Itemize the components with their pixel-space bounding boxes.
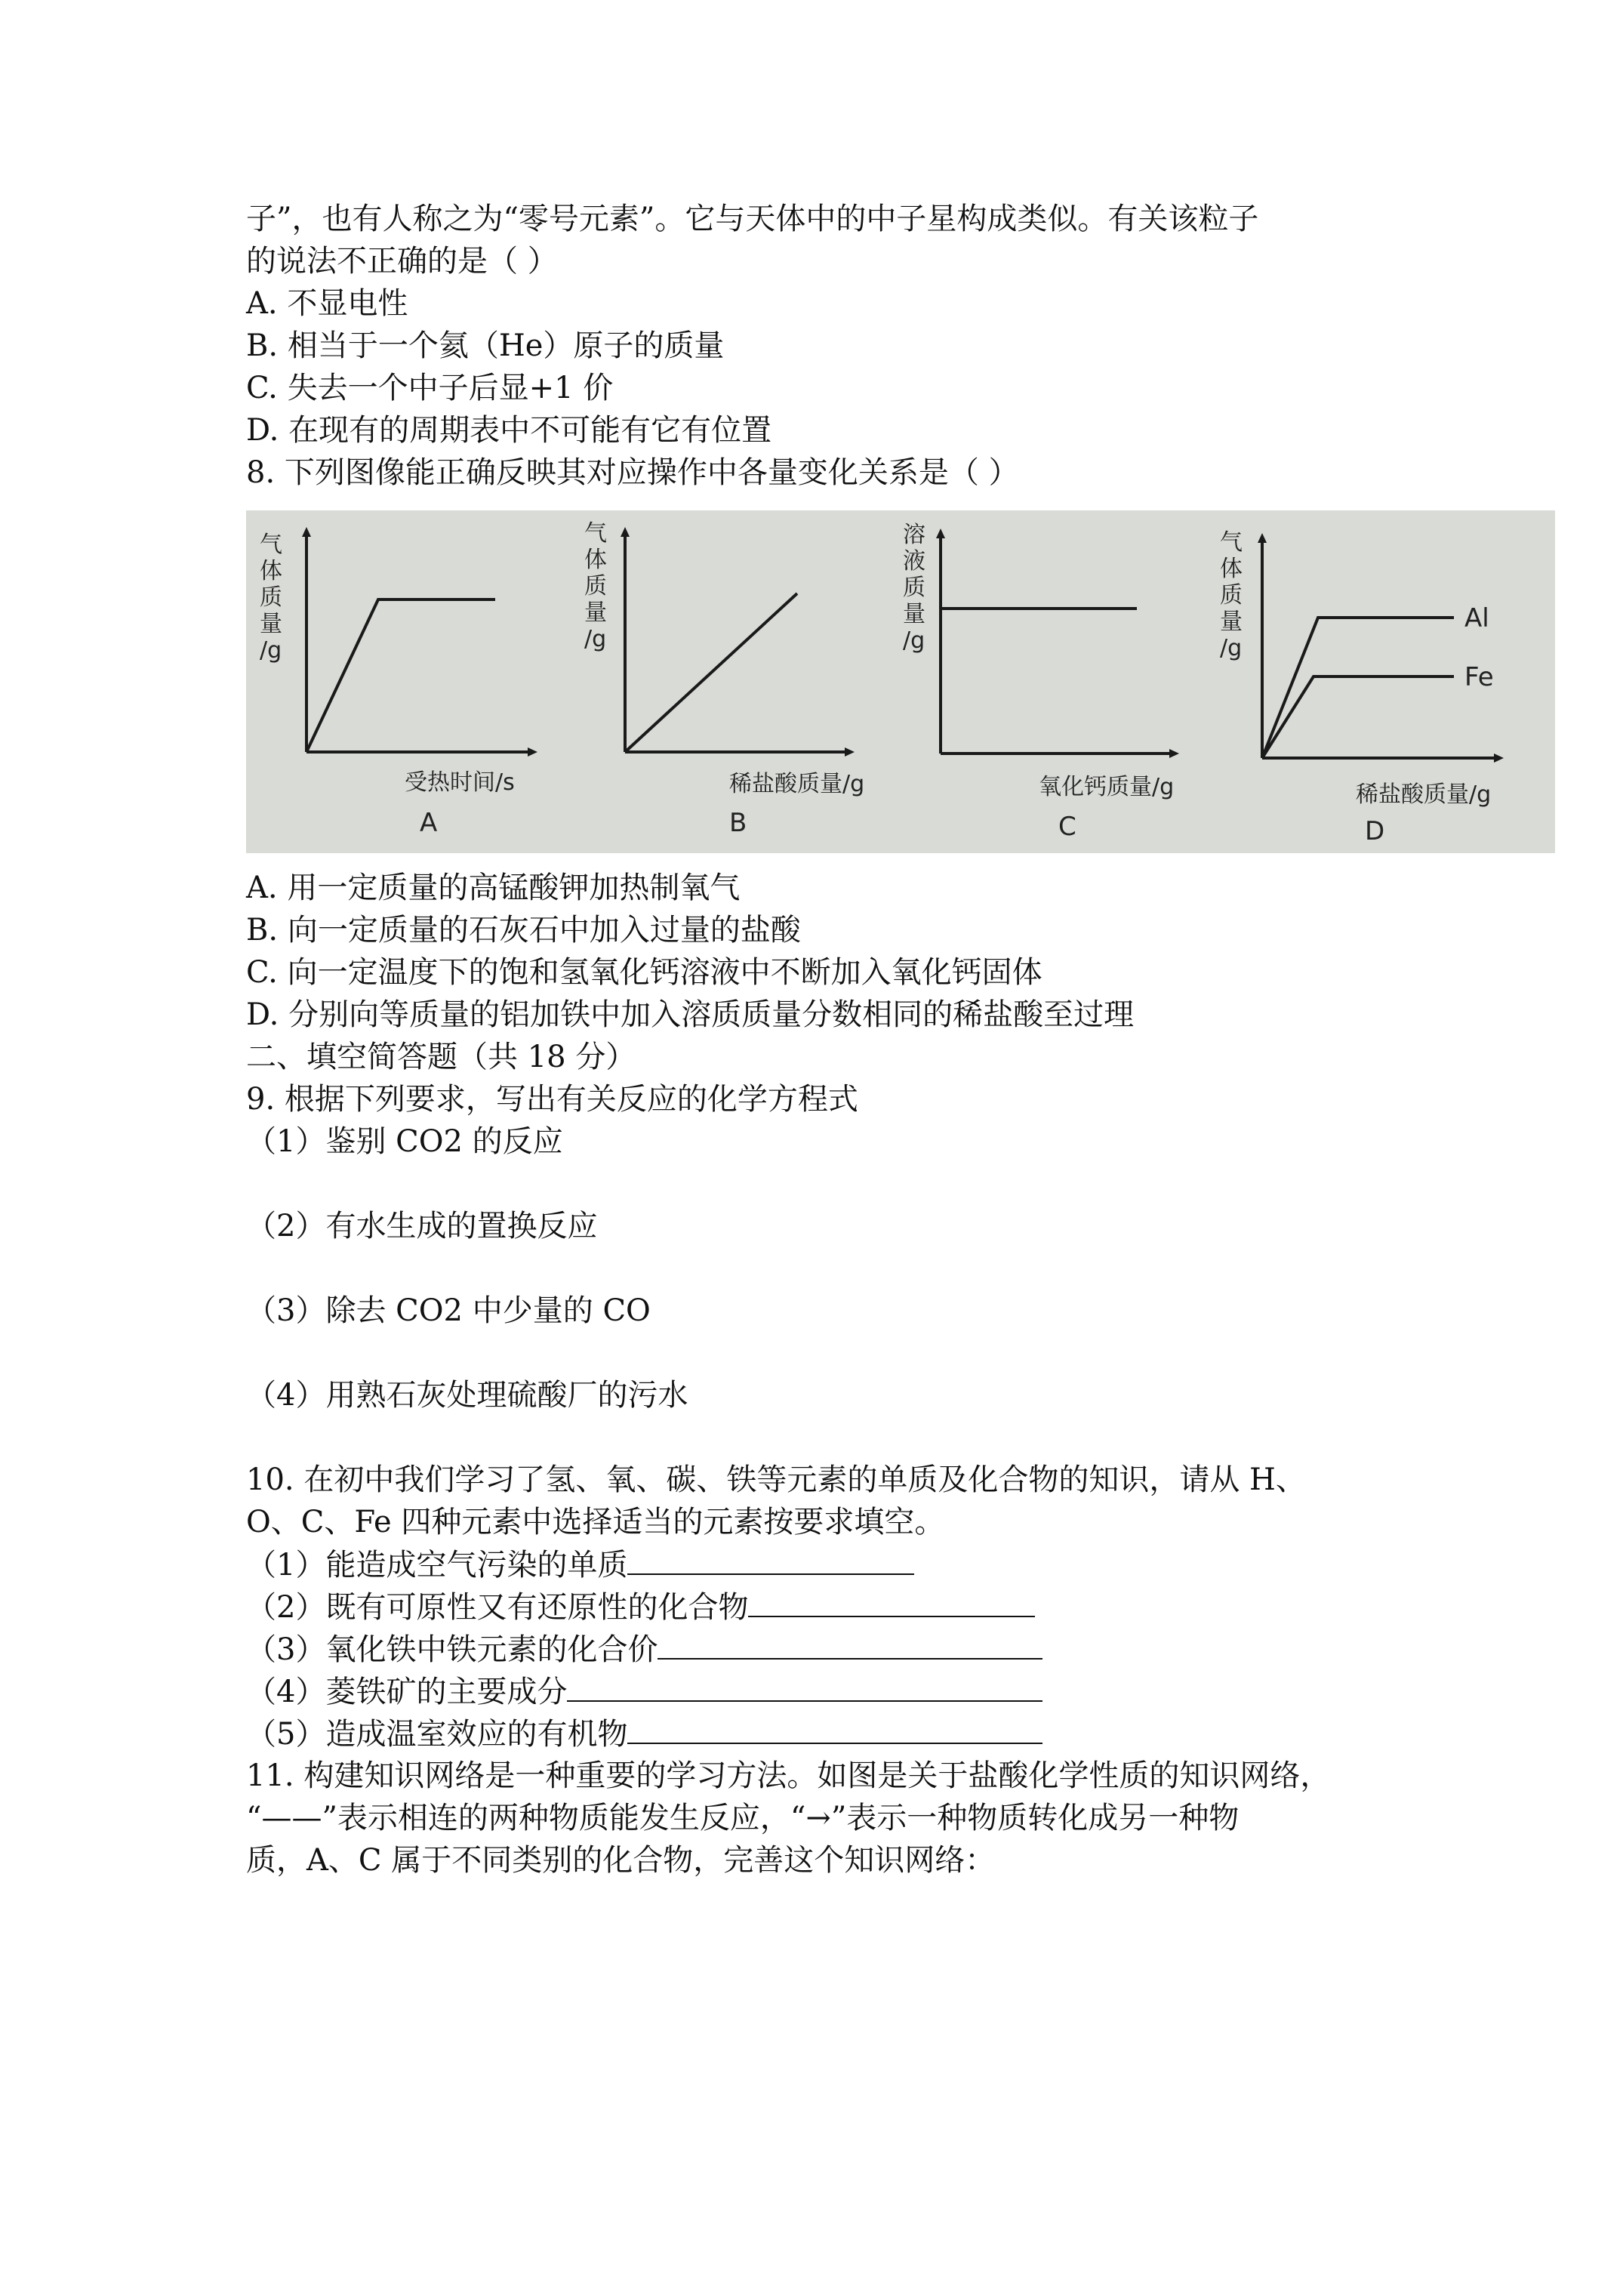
- graph-b-ylabel-3: 质: [584, 573, 607, 599]
- graph-a-ylabel-1: 气: [260, 532, 282, 558]
- q9-item-4: （4）用熟石灰处理硫酸厂的污水: [246, 1378, 688, 1413]
- graph-c-xlabel: 氧化钙质量/g: [1039, 774, 1175, 800]
- q10-item-4-text: （4）菱铁矿的主要成分: [246, 1675, 568, 1709]
- graph-b-xlabel: 稀盐酸质量/g: [729, 771, 865, 797]
- section-2-heading: 二、填空简答题（共 18 分）: [246, 1040, 636, 1074]
- graph-b-ylabel-5: /g: [584, 626, 607, 652]
- graph-d-ylabel-2: 体: [1220, 556, 1243, 582]
- graph-b: [584, 520, 864, 838]
- q8-option-c: C. 向一定温度下的饱和氢氧化钙溶液中不断加入氧化钙固体: [246, 955, 1042, 990]
- q7-stem-line1: 子”，也有人称之为“零号元素”。它与天体中的中子星构成类似。有关该粒子: [246, 202, 1259, 236]
- graph-d-xlabel: 稀盐酸质量/g: [1356, 781, 1492, 808]
- graph-b-curve: [625, 593, 797, 752]
- graph-b-ylabel-2: 体: [584, 547, 607, 573]
- q10-item-2: [246, 1586, 1035, 1629]
- graph-d-ylabel-5: /g: [1220, 635, 1243, 661]
- q8-option-a: A. 用一定质量的高锰酸钾加热制氧气: [246, 871, 741, 905]
- q10-answer-blank-3[interactable]: [658, 1628, 1042, 1660]
- q10-item-5-text: （5）造成温室效应的有机物: [246, 1717, 628, 1752]
- graph-a-ylabel-3: 质: [260, 584, 282, 611]
- graph-d-curve-al: [1262, 618, 1454, 758]
- graph-a: [260, 532, 533, 838]
- q7-option-b: B. 相当于一个氦（He）原子的质量: [246, 328, 725, 363]
- q7-option-c: C. 失去一个中子后显+1 价: [246, 371, 614, 405]
- graph-c-ylabel-4: 量: [903, 601, 925, 627]
- q10-item-3-text: （3）氧化铁中铁元素的化合价: [246, 1632, 658, 1667]
- q7-option-a: A. 不显电性: [246, 286, 408, 321]
- q8-stem: 8. 下列图像能正确反映其对应操作中各量变化关系是（ ）: [246, 455, 1019, 490]
- graph-d-letter: D: [1365, 816, 1385, 846]
- q11-stem-line2: “——”表示相连的两种物质能发生反应，“→”表示一种物质转化成另一种物: [246, 1801, 1240, 1835]
- q10-answer-blank-5[interactable]: [627, 1712, 1042, 1744]
- q8-option-b: B. 向一定质量的石灰石中加入过量的盐酸: [246, 913, 801, 948]
- q10-item-4: [246, 1670, 1042, 1713]
- q10-item-1: [246, 1543, 914, 1586]
- graph-d-series-fe: Fe: [1464, 662, 1494, 692]
- q11-stem-line3: 质，A、C 属于不同类别的化合物，完善这个知识网络：: [246, 1843, 996, 1878]
- q9-item-1: （1）鉴别 CO2 的反应: [246, 1124, 563, 1159]
- q8-graphs-figure: [246, 510, 1555, 853]
- graph-d-ylabel-3: 质: [1220, 582, 1243, 609]
- q10-item-5: [246, 1712, 1042, 1755]
- q7-stem-line2: 的说法不正确的是（ ）: [246, 244, 558, 279]
- q10-stem-line2: O、C、Fe 四种元素中选择适当的元素按要求填空。: [246, 1505, 945, 1539]
- q10-item-3: [246, 1628, 1042, 1671]
- graph-a-ylabel-4: 量: [260, 611, 282, 637]
- q10-answer-blank-1[interactable]: [627, 1543, 914, 1575]
- graph-d-ylabel-1: 气: [1220, 529, 1243, 556]
- q9-stem: 9. 根据下列要求，写出有关反应的化学方程式: [246, 1082, 858, 1117]
- graph-c-letter: C: [1058, 812, 1076, 842]
- graph-c-ylabel-5: /g: [903, 627, 925, 654]
- q10-answer-blank-4[interactable]: [567, 1670, 1042, 1702]
- graph-c-ylabel-1: 溶: [903, 522, 925, 548]
- graph-a-ylabel-5: /g: [260, 637, 282, 664]
- graph-a-xlabel: 受热时间/s: [405, 769, 515, 796]
- q10-answer-blank-2[interactable]: [748, 1586, 1035, 1617]
- q9-item-2: （2）有水生成的置换反应: [246, 1209, 598, 1244]
- graph-c-ylabel-2: 液: [903, 548, 925, 575]
- q9-item-3: （3）除去 CO2 中少量的 CO: [246, 1293, 651, 1328]
- q11-stem-line1: 11. 构建知识网络是一种重要的学习方法。如图是关于盐酸化学性质的知识网络，: [246, 1758, 1331, 1793]
- graph-a-letter: A: [420, 808, 438, 838]
- graph-b-ylabel-1: 气: [584, 520, 607, 547]
- q10-item-2-text: （2）既有可原性又有还原性的化合物: [246, 1590, 749, 1625]
- graph-c-ylabel-3: 质: [903, 575, 925, 601]
- graph-b-ylabel-4: 量: [584, 599, 607, 626]
- graph-d: [1220, 529, 1499, 846]
- q10-stem-line1: 10. 在初中我们学习了氢、氧、碳、铁等元素的单质及化合物的知识，请从 H、: [246, 1462, 1306, 1497]
- q8-option-d: D. 分别向等质量的铝加铁中加入溶质质量分数相同的稀盐酸至过理: [246, 997, 1135, 1032]
- graph-d-series-al: Al: [1464, 603, 1489, 633]
- graph-a-curve: [306, 599, 495, 752]
- graph-a-ylabel-2: 体: [260, 558, 282, 584]
- q7-option-d: D. 在现有的周期表中不可能有它有位置: [246, 413, 772, 448]
- q10-item-1-text: （1）能造成空气污染的单质: [246, 1548, 628, 1583]
- graph-c: [903, 522, 1175, 842]
- graph-b-letter: B: [729, 808, 747, 838]
- graph-d-ylabel-4: 量: [1220, 609, 1243, 635]
